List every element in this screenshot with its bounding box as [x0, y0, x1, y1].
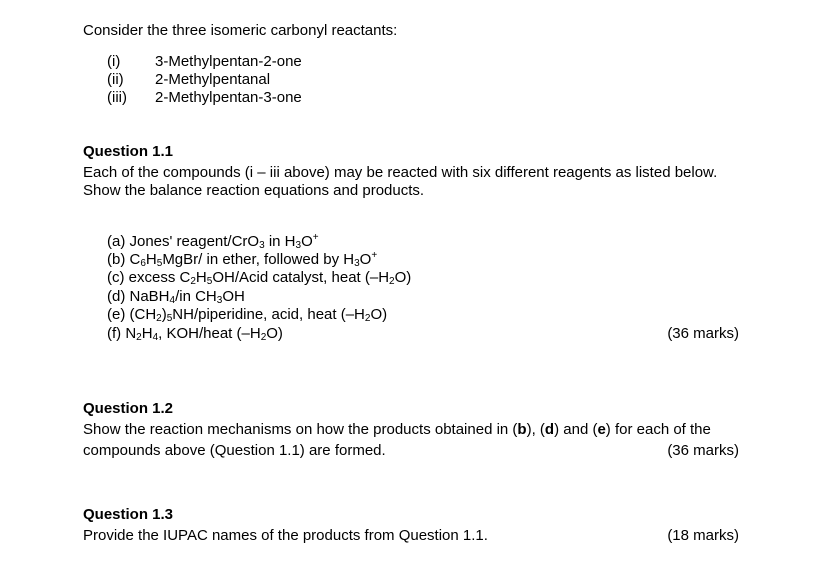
- reactant-item: [107, 71, 270, 89]
- question-1-1-heading: Question 1.1: [83, 143, 174, 160]
- reagent-e: (e) $(CH_2)_5NH$/piperidine, acid, heat $(-H_2O)$: [107, 306, 388, 324]
- question-1-2-heading: Question 1.2: [83, 400, 174, 417]
- reagent-d: (d) NaBH$_4$/in $CH_3OH$: [107, 288, 245, 306]
- question-1-2-marks: (36 marks): [667, 442, 739, 459]
- reactant-number: (iii): [107, 89, 127, 106]
- question-1-3-line-1: Provide the IUPAC names of the products from Question 1.1.: [83, 527, 488, 544]
- question-1-2-line-1: Show the reaction mechanisms on how the products obtained in (b), (d) and (e) for each of the: [83, 421, 711, 438]
- reagent-b: (b) $C_6H_5MgBr/$ in ether, followed by $H_3O^+$: [107, 250, 378, 269]
- reactant-item: [107, 89, 302, 107]
- reactant-number: (i): [107, 53, 121, 70]
- question-1-1-line-2: Show the balance reaction equations and products.: [83, 182, 425, 199]
- question-1-1-marks: (36 marks): [667, 325, 739, 342]
- reactant-name: 2-Methylpentanal: [155, 71, 271, 88]
- reactant-number: (ii): [107, 71, 124, 88]
- question-1-3-marks: (18 marks): [667, 527, 739, 544]
- question-1-3-heading: Question 1.3: [83, 506, 174, 523]
- question-1-1-line-1: Each of the compounds (i – iii above) may be reacted with six different reagents as listed below.: [83, 164, 718, 181]
- reagent-f: (f) $N_2H_4$, KOH/heat $(-H_2O)$: [107, 325, 283, 343]
- reactant-name: 3-Methylpentan-2-one: [155, 53, 302, 70]
- intro-text: Consider the three isomeric carbonyl reactants:: [83, 22, 398, 39]
- reagent-c: (c) excess $C_2H_5OH$/Acid catalyst, heat $(-H_2O)$: [107, 269, 412, 287]
- question-1-2-line-2: compounds above (Question 1.1) are formed.: [83, 442, 386, 459]
- reagent-a: (a) Jones' reagent/CrO$_3$ in $H_3O^+$: [107, 232, 319, 251]
- reactant-item: [107, 53, 302, 71]
- reactant-name: 2-Methylpentan-3-one: [155, 89, 302, 106]
